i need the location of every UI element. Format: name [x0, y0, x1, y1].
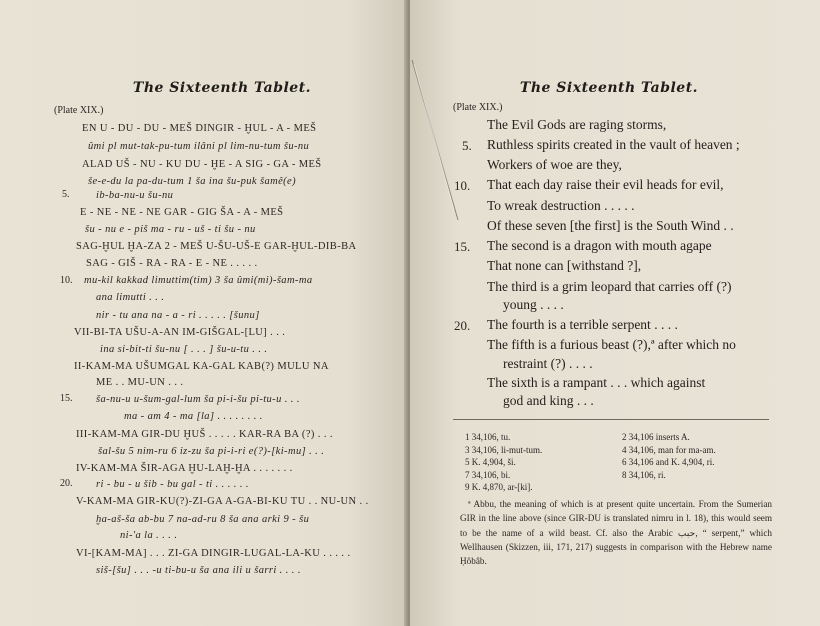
- right-plate-reference: (Plate XIX.): [453, 102, 503, 113]
- transliteration-line: V-KAM-MA GIR-KU(?)-ZI-GA A-GA-BI-KU TU . . NU-UN . .: [76, 496, 369, 507]
- footnote: 3 34,106, li-mut-tum.: [465, 445, 543, 455]
- explanatory-note: ª Abbu, the meaning of which is at present quite uncertain. From the Sumerian GIR in the line above (since GIR-DU is translated nimru in l. 18), this would seem to be the name of a wild beast. Cf. also the Arabic حبب, “ serpent,” which Wellhausen (Skizzen, iii, 171, 217) suggests in comparison with the Hebrew name Ḥôbâb.: [460, 499, 772, 567]
- translation-line: restraint (?) . . . .: [503, 356, 593, 371]
- transliteration-line: ALAD UŠ - NU - KU DU - ḪE - A SIG - GA - MEŠ: [82, 159, 322, 170]
- transliteration-line: VII-BI-TA UŠU-A-AN IM-GIŠGAL-[LU] . . .: [74, 327, 286, 338]
- transliteration-line: šal-šu 5 nim-ru 6 iz-zu ša pi-i-ri e(?)-[ki-mu] . . .: [98, 446, 325, 457]
- transliteration-line: SAG-ḪUL ḪA-ZA 2 - MEŠ U-ŠU-UŠ-E GAR-ḪUL-DIB-BA: [76, 241, 357, 252]
- transliteration-line: ša-nu-u u-šum-gal-lum ša pi-i-šu pi-tu-u . . .: [96, 394, 300, 405]
- footnote: 8 34,106, ri.: [622, 470, 666, 480]
- left-page: [0, 0, 408, 626]
- transliteration-line: ri - bu - u šib - bu gal - ti . . . . . .: [96, 479, 249, 490]
- footnote: 1 34,106, tu.: [465, 432, 511, 442]
- translation-line: Workers of woe are they,: [487, 157, 622, 172]
- line-number: 5.: [462, 138, 472, 153]
- translation-line: The sixth is a rampant . . . which against: [487, 375, 706, 390]
- transliteration-line: ma - am 4 - ma [la] . . . . . . . .: [124, 411, 263, 422]
- left-plate-reference: (Plate XIX.): [54, 105, 104, 116]
- footnote: 9 K. 4,870, ar-[ki].: [465, 482, 533, 492]
- transliteration-line: SAG - GIŠ - RA - RA - E - NE . . . . .: [86, 258, 258, 269]
- right-page: [410, 0, 820, 626]
- line-number: 15.: [60, 393, 73, 404]
- translation-line: That each day raise their evil heads for evil,: [487, 177, 724, 192]
- transliteration-line: ME . . MU-UN . . .: [96, 377, 184, 388]
- left-page-title: The Sixteenth Tablet.: [132, 80, 312, 96]
- transliteration-line: EN U - DU - DU - MEŠ DINGIR - ḪUL - A - MEŠ: [82, 123, 317, 134]
- translation-line: Of these seven [the first] is the South Wind . .: [487, 218, 734, 233]
- footnote: 6 34,106 and K. 4,904, ri.: [622, 457, 715, 467]
- transliteration-line: mu-kil kakkad limuttim(tim) 3 ša ûmi(mi)-šam-ma: [84, 275, 313, 286]
- transliteration-line: VI-[KAM-MA] . . . ZI-GA DINGIR-LUGAL-LA-KU . . . . .: [76, 548, 351, 559]
- footnote: 5 K. 4,904, ši.: [465, 457, 516, 467]
- translation-line: god and king . . .: [503, 393, 594, 408]
- line-number: 10.: [454, 178, 471, 193]
- line-number: 20.: [454, 318, 471, 333]
- transliteration-line: ana limutti . . .: [96, 292, 165, 303]
- translation-line: To wreak destruction . . . . .: [487, 198, 635, 213]
- transliteration-line: E - NE - NE - NE GAR - GIG ŠA - A - MEŠ: [80, 207, 284, 218]
- translation-line: The third is a grim leopard that carries off (?): [487, 279, 732, 294]
- footnote-rule: [453, 419, 769, 420]
- line-number: 20.: [60, 478, 73, 489]
- transliteration-line: siš-[šu] . . . -u ti-bu-u ša ana ili u šarri . . . .: [96, 565, 301, 576]
- footnote: 4 34,106, man for ma-am.: [622, 445, 716, 455]
- translation-line: The fourth is a terrible serpent . . . .: [487, 317, 678, 332]
- footnote: 7 34,106, bi.: [465, 470, 511, 480]
- translation-line: Ruthless spirits created in the vault of heaven ;: [487, 137, 740, 152]
- transliteration-line: šu - nu e - piš ma - ru - uš - ti šu - nu: [85, 224, 256, 235]
- transliteration-line: še-e-du la pa-du-tum 1 ša ina šu-puk šamê(e): [88, 176, 297, 187]
- translation-line: The second is a dragon with mouth agape: [487, 238, 712, 253]
- translation-line: The Evil Gods are raging storms,: [487, 117, 667, 132]
- footnote: 2 34,106 inserts A.: [622, 432, 690, 442]
- right-page-title: The Sixteenth Tablet.: [519, 80, 699, 96]
- line-number: 15.: [454, 239, 471, 254]
- transliteration-line: III-KAM-MA GIR-DU ḪUŠ . . . . . KAR-RA BA (?) . . .: [76, 429, 333, 440]
- transliteration-line: ûmi pl mut-tak-pu-tum ilâni pl lim-nu-tum šu-nu: [88, 141, 310, 152]
- transliteration-line: ina si-bit-ti šu-nu [ . . . ] šu-u-tu . . .: [100, 344, 268, 355]
- transliteration-line: II-KAM-MA UŠUMGAL KA-GAL KAB(?) MULU NA: [74, 361, 329, 372]
- transliteration-line: IV-KAM-MA ŠIR-AGA ḪU-LAḪ-ḪA . . . . . . .: [76, 463, 293, 474]
- transliteration-line: nir - tu ana na - a - ri . . . . . [šunu]: [96, 310, 260, 321]
- translation-line: That none can [withstand ?],: [487, 258, 642, 273]
- line-number: 10.: [60, 275, 73, 286]
- line-number: 5.: [62, 189, 70, 200]
- transliteration-line: ḫa-aš-ša ab-bu 7 na-ad-ru 8 ša ana arki 9 - šu: [96, 514, 310, 525]
- transliteration-line: ib-ba-nu-u šu-nu: [96, 190, 174, 201]
- transliteration-line: ni-'a la . . . .: [120, 530, 178, 541]
- translation-line: The fifth is a furious beast (?),ª after which no: [487, 337, 736, 352]
- translation-line: young . . . .: [503, 297, 564, 312]
